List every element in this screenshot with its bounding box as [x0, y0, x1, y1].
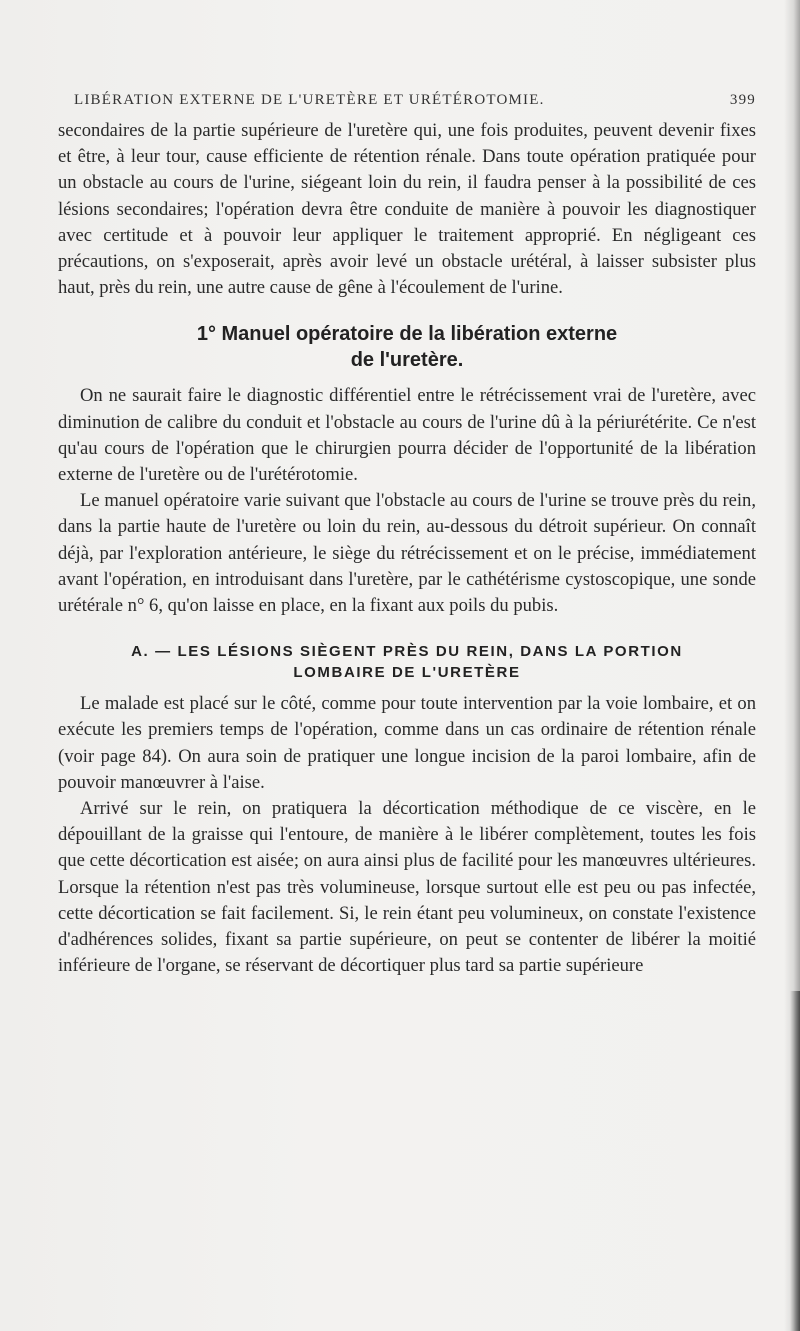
paragraph-1: secondaires de la partie supérieure de l'uretère qui, une fois produites, peuvent devenir fixes et être, à leur tour, cause efficiente de rétention rénale. Dans toute opération pratiquée pour un obstacle au cours de l'urine, siégeant loin du rein, il faudra penser à la possibilité de ces lésions secondaires; l'opération devra être conduite de manière à pouvoir les diagnostiquer avec certitude et à pouvoir leur appliquer le traitement approprié. En négligeant ces précautions, on s'exposerait, après avoir levé un obstacle urétéral, à laisser subsister plus haut, près du rein, une autre cause de gêne à l'écoulement de l'urine. — [58, 120, 756, 299]
subsection-title-line-1: A. — LES LÉSIONS SIÈGENT PRÈS DU REIN, DANS LA PORTION — [131, 643, 683, 661]
subsection-title-line-2: LOMBAIRE DE L'URETÈRE — [293, 664, 521, 682]
paragraph-2: On ne saurait faire le diagnostic différentiel entre le rétrécissement vrai de l'uretère, avec diminution de calibre du conduit et l'obstacle au cours de l'urine dû à la périurétérite. Ce n'est qu'au cours de l'opération que le chirurgien pourra décider de l'opportunité de la libération externe de l'uretère ou de l'urétérotomie. — [58, 385, 756, 486]
paragraph-3: Le manuel opératoire varie suivant que l'obstacle au cours de l'urine se trouve près du rein, dans la partie haute de l'uretère ou loin du rein, au-dessous du détroit supérieur. On connaît déjà, par l'exploration antérieure, le siège du rétrécissement et on le précise, immédiatement avant l'opération, en introduisant dans l'uretère, par le cathétérisme cystoscopique, une sonde urétérale n° 6, qu'on laisse en place, en la fixant aux poils du pubis. — [58, 490, 756, 617]
page-number: 399 — [729, 92, 756, 108]
section-title-line-2: de l'uretère. — [350, 349, 464, 372]
section-title — [58, 321, 756, 373]
page-content — [58, 88, 756, 979]
page-corner-shadow — [790, 991, 800, 1331]
page-header — [58, 88, 756, 118]
paragraph-4: Le malade est placé sur le côté, comme pour toute intervention par la voie lombaire, et on exécute les premiers temps de l'opération, comme dans un cas ordinaire de rétention rénale (voir page 84). On aura soin de pratiquer une longue incision de la paroi lombaire, afin de pouvoir manœuvrer à l'aise. — [58, 693, 756, 793]
section-title-line-1: 1° Manuel opératoire de la libération externe — [196, 323, 618, 346]
running-title: LIBÉRATION EXTERNE DE L'URETÈRE ET URÉTÉROTOMIE. — [74, 92, 545, 108]
paragraph-5: Arrivé sur le rein, on pratiquera la décortication méthodique de ce viscère, en le dépouillant de la graisse qui l'entoure, de manière à le libérer complètement, toutes les fois que cette décortication est aisée; on aura ainsi plus de facilité pour les manœuvres ultérieures. Lorsque la rétention n'est pas très volumineuse, lorsque surtout elle est peu ou pas infectée, cette décortication se fait facilement. Si, le rein étant peu volumineux, on constate l'existence d'adhérences solides, fixant sa partie supérieure, on peut se contenter de libérer la moitié inférieure de l'organe, se réservant de décortiquer plus tard sa partie supérieure — [58, 798, 756, 977]
subsection-title — [58, 641, 756, 683]
